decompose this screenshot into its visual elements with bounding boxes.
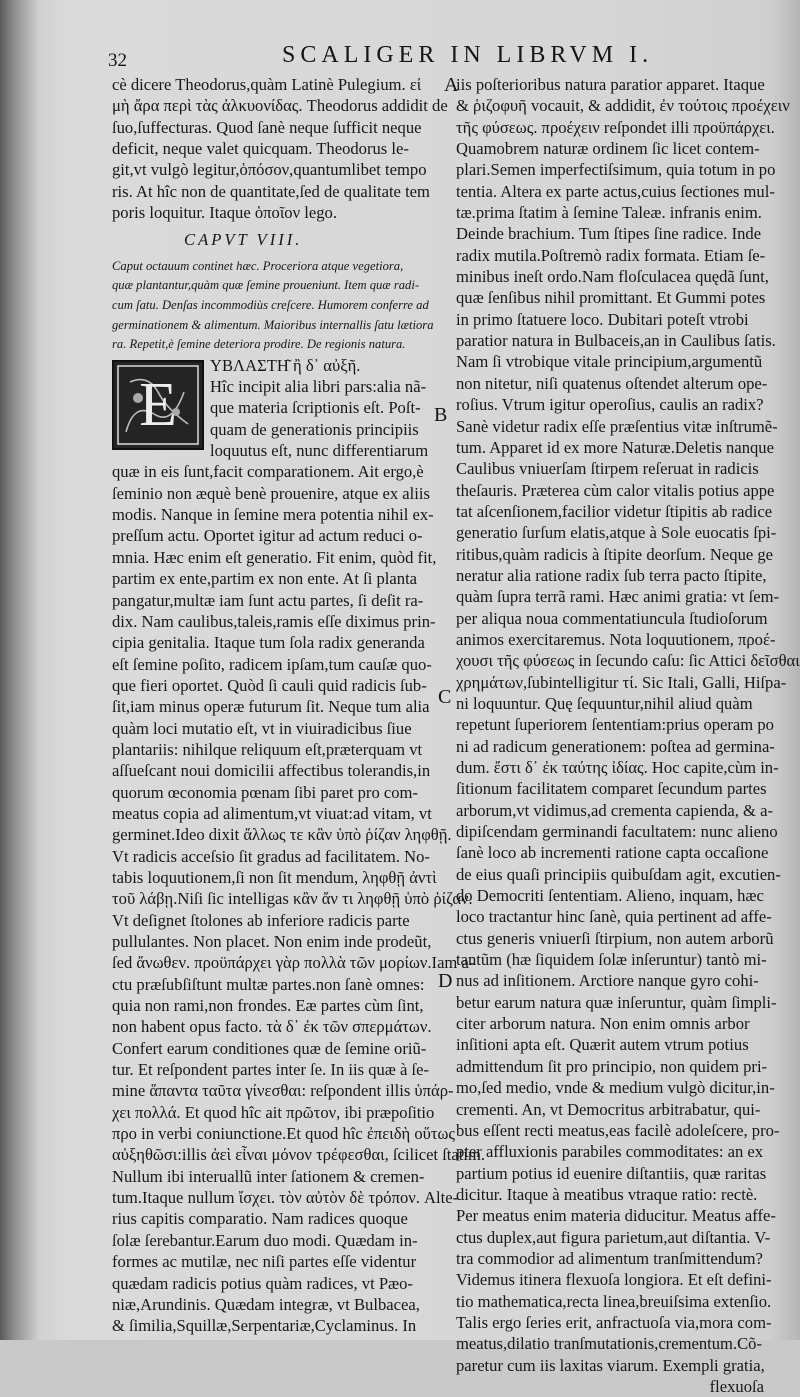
text-line: loco tractantur hinc ſanè, quia pertinent ad affe- <box>456 907 772 927</box>
text-line: bus eſſent recti meatus,eas facilè adoleſcere, pro- <box>456 1120 780 1140</box>
text-line: dipiſcendam germinandi facultatem: nunc alieno <box>456 822 778 842</box>
text-line: quædam radicis potius quàm radices, vt Pæo- <box>112 1273 413 1293</box>
text-line: tum. Apparet id ex more Naturæ.Deletis nanque <box>456 437 774 457</box>
text-line: tra commodior ad alimentum tranſmittendum? <box>456 1248 763 1268</box>
text-line: tentia. Altera ex parte actus,cuius ſectiones mul- <box>456 181 775 201</box>
text-line: non habent opus facto. τὰ δ᾽ ἐκ τῶν σπερμάτων. <box>112 1017 432 1037</box>
text-line: ſanè loco ab incrementi ratione capta occaſione <box>456 843 769 863</box>
margin-letter-a: A <box>444 74 459 96</box>
left-column <box>112 74 486 1337</box>
text-line: repetunt ſuperiorem ſententiam:prius operam po <box>456 715 774 735</box>
text-line: pullulantes. Non placet. Non enim inde prodeũt, <box>112 932 432 951</box>
text-line: que fieri oportet. Quòd ſi cauli quid radicis ſub- <box>112 675 427 695</box>
text-line: roſius. Vtrum igitur operoſius, caulis an radix? <box>456 395 764 415</box>
chapter-summary-line: germinationem & alimentum. Maioribus internallis ſatu lætiora <box>112 317 434 332</box>
text-line: plari.Semen imperfectiſsimum, quia totum in po <box>456 160 776 180</box>
text-line: partium potius id euenire diſtantiis, quæ raritas <box>456 1163 767 1183</box>
text-line: χει πολλά. Et quod hîc ait πρῶτον, ibi præpoſitio <box>112 1102 435 1122</box>
text-line: dicitur. Itaque à meatibus vtraque ratio: rectè. <box>456 1184 758 1204</box>
text-line: plantariis: nihilque reliquum eſt,præterquam vt <box>112 739 423 759</box>
text-line: ſed ἄνωθεν. προϋπάρχει γὰρ πολλὰ τῶν μορίων.Iam a- <box>112 953 475 973</box>
text-line: Per meatus enim materia diducitur. Meatus affe- <box>456 1206 776 1226</box>
text-line: tæ.prima ſtatim à ſemine Taleæ. infranis enim. <box>456 203 762 223</box>
text-line: cè dicere Theodorus,quàm Latinè Pulegium. εἰ <box>112 75 422 94</box>
text-line: admittendum ſit pro principio, non quidem pri- <box>456 1056 768 1076</box>
chapter-summary-line: quæ plantantur,quàm quæ ſemine proueniunt. Item quæ radi- <box>112 278 420 293</box>
text-line: flexuoſa <box>709 1376 764 1396</box>
text-line: generatio ſurſum elatis,atque à Sole euocatis ſpi- <box>456 523 777 543</box>
text-line: τῆς φύσεως. προέχειν reſpondet illi προϋπάρχει. <box>456 117 775 137</box>
text-line: meatus,dilatio tranſmutationis,crementum.Cõ- <box>456 1334 762 1354</box>
running-title: SCALIGER IN LIBRVM I. <box>282 42 654 68</box>
text-line: arborum,vt vidimus,ad crementa capienda, & a- <box>456 800 774 820</box>
chapter-summary-line: Caput octauum continet hæc. Proceriora atque vegetiora, <box>112 258 404 273</box>
text-line: quæ in eis ſunt,facit comparationem. Ait ergo,è <box>112 462 424 482</box>
text-line: germinet.Ideo dixit ἄλλως τε κἂν ὑπὸ ῥίζαν ληφθῇ. <box>112 825 452 845</box>
text-line: ΥΒΛΑΣΤΗ͂ ἢ δ᾽ αὐξῆ. <box>210 355 361 375</box>
text-line: non nitetur, niſi quatenus oſtendet alterum ope- <box>456 373 768 393</box>
text-line: Caulibus vniuerſam ſtirpem reſeruat in radicis <box>456 459 759 479</box>
page-number: 32 <box>108 50 127 71</box>
chapter-summary-line: cum ſatu. Denſas incommodiùs creſcere. Humorem conferre ad <box>112 297 429 312</box>
text-line: χρημάτων,ſubintelligitur τί. Sic Itali, Galli, Hiſpa- <box>456 672 787 692</box>
text-line: tat aſcenſionem,facilior videtur ſtipitis ab radice <box>456 501 773 521</box>
text-line: Talis ergo ſeries erit, anfractuoſa via,mora com- <box>456 1312 772 1332</box>
text-line: ſolæ ſerebantur.Earum duo modi. Quædam in- <box>112 1230 418 1250</box>
text-line: ctus duplex,aut figura parietum,aut diſtantia. V- <box>456 1227 771 1247</box>
text-line: formes ac mutilæ, nec niſi partes eſſe videntur <box>112 1252 417 1272</box>
text-line: crementi. An, vt Democritus arbitrabatur, qui- <box>456 1099 761 1119</box>
text-line: loquutus eſt, nunc differentiarum <box>210 441 429 461</box>
chapter-summary-line: ra. Repetit,è ſemine deteriora prodire. De regionis natura. <box>112 337 406 352</box>
text-line: per aliqua noua commentatiuncula ſtudioſorum <box>456 608 768 628</box>
text-line: mine ἅπαντα ταῦτα γίνεσθαι: reſpondent illis ὑπάρ- <box>112 1081 454 1101</box>
text-line: Confert earum conditiones quæ de ſemine oriũ- <box>112 1038 427 1058</box>
text-line: que materia ſcriptionis eſt. Poſt- <box>210 398 421 418</box>
text-line: ctu præſubſiſtunt multæ partes.non ſanè omnes: <box>112 974 425 994</box>
text-line: poris loquitur. Itaque ὁποῖον lego. <box>112 203 337 223</box>
page-header <box>0 40 800 70</box>
text-line: mo,ſed medio, vnde & medium vulgò dicitur,in- <box>456 1078 775 1098</box>
text-line: niæ,Arundinis. Quædam integræ, vt Bulbacea, <box>112 1294 420 1314</box>
margin-letter-b: B <box>434 404 448 426</box>
text-line: iis poſterioribus natura paratior apparet. Itaque <box>456 75 765 94</box>
text-line: mnia. Hæc enim eſt generatio. Fit enim, quòd fit, <box>112 547 437 567</box>
right-column <box>456 74 800 1397</box>
text-line: radix mutila.Poſtremò radix formata. Etiam ſe- <box>456 245 766 265</box>
text-line: quam de generationis principiis <box>210 419 419 439</box>
text-line: Deinde brachium. Tum ſtipes ſine radice. Inde <box>456 224 762 244</box>
text-line: paretur cum iis laxitas viarum. Exempli gratia, <box>456 1355 765 1375</box>
text-line: quàm ſupra terrã rami. Hæc animi gratia: vt ſem- <box>456 587 780 607</box>
text-line: eſt ſemine poſito, radicem ipſam,tum cauſæ quo- <box>112 654 432 674</box>
text-line: ſitionum facilitatem comparet ſecundum partes <box>456 779 767 799</box>
text-line: ſeminio non æquè benè prouenire, atque ex aliis <box>112 483 430 503</box>
text-line: paratior natura in Bulbaceis,an in Caulibus ſatis. <box>456 331 776 351</box>
text-line: ſit,iam minus operæ futurum ſit. Neque tum alia <box>112 697 430 717</box>
text-line: betur earum natura quæ inſeruntur, quàm ſimpli- <box>456 992 777 1012</box>
text-line: partim ex ente,partim ex non ente. At ſi planta <box>112 569 418 589</box>
text-line: quàm loci mutatio eſt, vt in viuiradicibus ſiue <box>112 718 412 738</box>
text-line: dum. ἔστι δ᾽ ἐκ ταύτης ἰδίας. Hoc capite,cùm in- <box>456 758 779 777</box>
text-line: tabis loquutionem,ſi non ſit mendum, ληφθῇ ἀντὶ <box>112 867 437 887</box>
text-line: ſuo,ſuffecturas. Quod ſanè neque ſufficit neque <box>112 117 422 137</box>
text-line: quorum œconomia pœnam ſibi paret pro com- <box>112 782 418 802</box>
text-line: theſauris. Præterea cùm calor vitalis potius appe <box>456 480 775 500</box>
text-line: inſitioni apta eſt. Quærit autem vtrum potius <box>456 1035 749 1055</box>
text-line: do Democriti ſententiam. Alieno, inquam, hæc <box>456 886 764 906</box>
text-line: modis. Nanque in ſemine mera potentia nihil ex- <box>112 505 434 525</box>
text-line: tum.Itaque nullum ἴσχει. τὸν αὐτὸν δὲ τρόπον. Alte- <box>112 1188 459 1208</box>
text-line: de eius quaſi principiis quibuſdam agit, excutien- <box>456 864 781 884</box>
text-line: Sanè videtur radix eſſe præſentius vitæ inſtrumẽ- <box>456 416 778 436</box>
text-line: animos exercitaremus. Nota loquutionem, προέ- <box>456 629 776 649</box>
text-line: git,vt vulgò legitur,ὁπόσον,quantumlibet tempo <box>112 160 427 180</box>
text-line: tantũm (hæ ſiquidem ſolæ inſeruntur) tantò mi- <box>456 950 767 970</box>
text-line: preſſum actu. Oportet igitur ad actum reduci o- <box>112 526 423 546</box>
text-line: rius capitis comparatio. Nam radices quoque <box>112 1209 408 1229</box>
text-line: Videmus itinera flexuoſa longiora. Et eſt defini- <box>456 1270 772 1290</box>
text-line: προ in verbi coniunctione.Et quod hîc ἐπειδὴ οὕτως <box>112 1124 456 1144</box>
text-line: quia non rami,non frondes. Eæ partes cùm ſint, <box>112 996 424 1016</box>
text-line: Nam ſi vtrobique vitale principium,argumentũ <box>456 352 763 372</box>
text-line: ctus generis vniuerſi ſtirpium, non autem arborũ <box>456 928 774 948</box>
text-line: tio mathematica,recta linea,breuiſsima extenſio. <box>456 1291 772 1311</box>
text-line: Nullum ibi interuallũ inter ſationem & cremen- <box>112 1166 425 1186</box>
text-line: ris. At hîc non de quantitate,ſed de qualitate tem <box>112 181 430 201</box>
text-line: aſſueſcant noui domicilii affectibus tolerandis,in <box>112 761 431 781</box>
text-line: μὴ ἄρα περὶ τὰς ἀλκυονίδας. Theodorus addidit de <box>112 96 448 116</box>
margin-letter-c: C <box>438 686 452 708</box>
text-line: cipia genitalia. Itaque tum ſola radix generanda <box>112 633 425 653</box>
chapter-title: CAPVT VIII. <box>184 230 303 250</box>
text-line: meatus copia ad alimentum,vt viuat:ad vitam, vt <box>112 803 432 823</box>
text-line: neratur alia ratione radix ſub terra pacto ſtipite, <box>456 565 767 585</box>
text-line: quæ ſenſibus nihil promittant. Et Gummi potes <box>456 288 766 308</box>
text-line: ritibus,quàm radicis à ſtipite deorſum. Neque ge <box>456 544 774 564</box>
text-line: τοῦ λάβῃ.Niſi ſic intelligas κἂν ἄν τι ληφθῇ ὑπὸ ῥίζαν. <box>112 889 473 909</box>
text-line: Hîc incipit alia libri pars:alia nã- <box>210 377 427 397</box>
text-line: ni loquuntur. Quę ſequuntur,nihil aliud quàm <box>456 693 753 713</box>
text-line: Vt radicis acceſsio ſit gradus ad facilitatem. No- <box>112 846 430 866</box>
text-line: χουσι τῆς φύσεως in ſecundo caſu: ſic Attici δεῖσθαι <box>456 651 800 671</box>
text-line: in primo ſtatuere loco. Dubitari poteſt vtrobi <box>456 309 749 329</box>
text-line: pter affluxionis parabiles commoditates: an ex <box>456 1142 764 1162</box>
text-line: citer arborum natura. Non enim omnis arbor <box>456 1014 750 1034</box>
text-line: tur. Et reſpondent partes inter ſe. In iis quæ à ſe- <box>112 1060 430 1080</box>
text-line: Quamobrem naturæ ordinem ſic licet contem- <box>456 139 760 159</box>
text-line: deficit, neque valet quicquam. Theodorus le- <box>112 139 409 159</box>
text-line: minibus ineſt ordo.Nam floſculacea quędã ſunt, <box>456 267 769 287</box>
text-line: dix. Nam caulibus,taleis,ramis eſſe diximus prin- <box>112 611 436 631</box>
text-line: αὐξηθῶσι:illis ἀεὶ εἶναι μόνον τρέφεσθαι, ſcilicet ſtatim. <box>112 1145 486 1165</box>
text-line: nus ad inſitionem. Arctiore nanque gyro cohi- <box>456 971 759 991</box>
margin-letter-d: D <box>438 970 453 992</box>
text-line: Vt deſignet ſtolones ab inferiore radicis parte <box>112 910 410 930</box>
text-line: & ῥιζοφυῆ vocauit, & addidit, ἐν τούτοις προέχειν <box>456 96 790 116</box>
text-line: pangatur,multæ iam ſunt actu partes, ſi deſit ra- <box>112 590 424 610</box>
text-line: ni ad radicum generationem: poſtea ad germina- <box>456 736 775 756</box>
text-line: & ſimilia,Squillæ,Serpentariæ,Cyclaminus. In <box>112 1316 417 1336</box>
svg-text:E: E <box>139 371 177 439</box>
